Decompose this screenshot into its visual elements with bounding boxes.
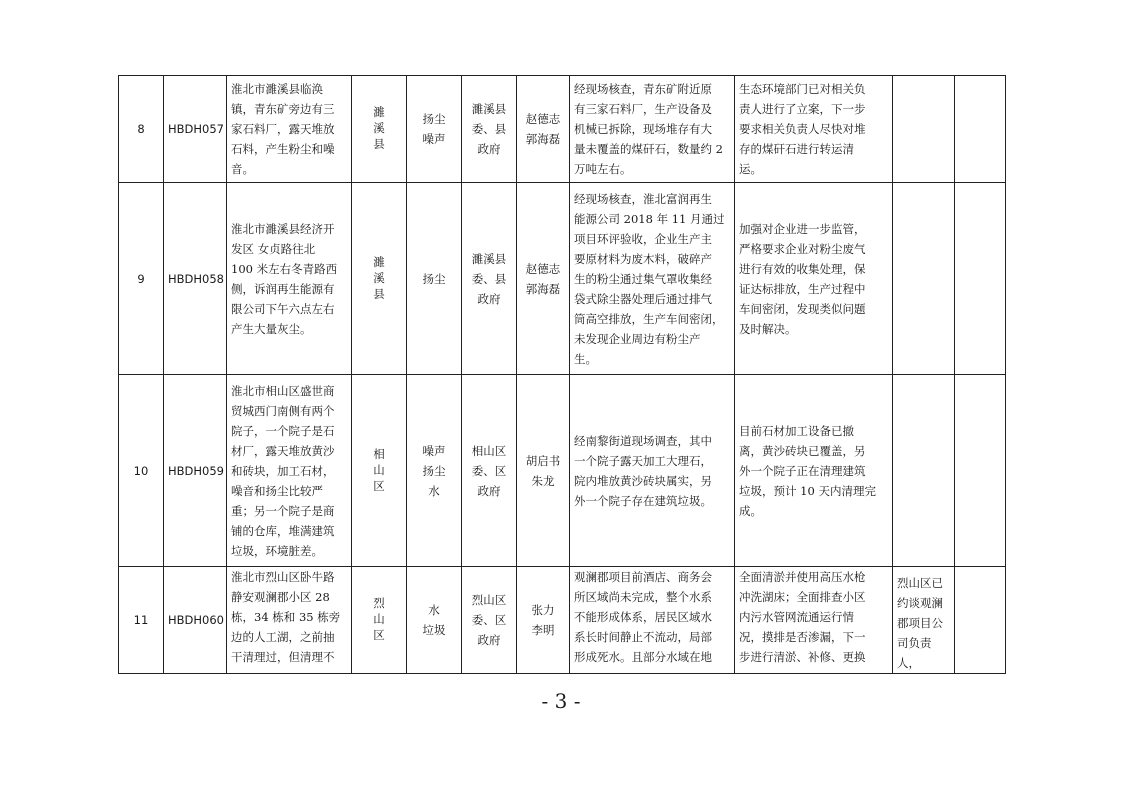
responsible-leaders: 赵德志 郭海磊 <box>517 76 570 183</box>
rectification-measures: 目前石材加工设备已撤 离，黄沙砖块已覆盖，另 外一个院子正在清理建筑 垃圾，预计 10 天内清理完 成。 <box>735 375 893 567</box>
pollution-type: 水 垃圾 <box>407 567 462 674</box>
region: 濉溪县 <box>373 105 385 151</box>
responsible-authority: 烈山区 委、区 政府 <box>462 567 517 674</box>
responsible-authority: 相山区 委、区 政府 <box>462 375 517 567</box>
case-code: HBDH057 <box>164 76 227 183</box>
responsible-leaders: 赵德志 郭海磊 <box>517 183 570 375</box>
pollution-type: 噪声 扬尘 水 <box>407 375 462 567</box>
table-row <box>119 375 1006 567</box>
remarks <box>955 183 1006 375</box>
accountability <box>893 76 955 183</box>
case-code: HBDH059 <box>164 375 227 567</box>
responsible-authority: 濉溪县 委、县 政府 <box>462 183 517 375</box>
case-code: HBDH058 <box>164 183 227 375</box>
remarks <box>955 375 1006 567</box>
region: 烈山区 <box>373 596 385 642</box>
remarks <box>955 567 1006 674</box>
remarks <box>955 76 1006 183</box>
page-number: - 3 - <box>541 689 581 713</box>
complaint-table <box>118 75 1006 674</box>
responsible-leaders: 张力 李明 <box>517 567 570 674</box>
complaint-content: 淮北市濉溪县经济开 发区 女贞路往北 100 米左右冬青路西 侧，诉润再生能源有 限公司下午六点左右 产生大量灰尘。 <box>227 183 352 375</box>
rectification-measures: 全面清淤并使用高压水枪 冲洗湖床；全面排查小区 内污水管网流通运行情 况，摸排是否渗漏，下一 步进行清淤、补修、更换 <box>735 567 893 674</box>
responsible-leaders: 胡启书 朱龙 <box>517 375 570 567</box>
accountability <box>893 183 955 375</box>
accountability <box>893 375 955 567</box>
complaint-content: 淮北市相山区盛世商 贸城西门南侧有两个 院子，一个院子是石 材厂，露天堆放黄沙 和砖块，加工石材， 噪音和扬尘比较严 重；另一个院子是商 铺的仓库，堆满建筑 垃圾，环境脏差。 <box>227 375 352 567</box>
row-number: 11 <box>119 567 164 674</box>
row-number: 10 <box>119 375 164 567</box>
investigation-result: 经南黎街道现场调查，其中 一个院子露天加工大理石， 院内堆放黄沙砖块属实，另 外一个院子存在建筑垃圾。 <box>570 375 735 567</box>
region: 濉溪县 <box>373 254 385 301</box>
case-code: HBDH060 <box>164 567 227 674</box>
complaint-content: 淮北市濉溪县临涣 镇，青东矿旁边有三 家石料厂，露天堆放 石料，产生粉尘和噪 音。 <box>227 76 352 183</box>
investigation-result: 经现场核查，青东矿附近原 有三家石料厂，生产设备及 机械已拆除，现场堆存有大 量未覆盖的煤矸石，数量约 2 万吨左右。 <box>570 76 735 183</box>
pollution-type: 扬尘 噪声 <box>407 76 462 183</box>
investigation-result: 经现场核查，淮北富润再生 能源公司 2018 年 11 月通过 项目环评验收，企业生产主 要原材料为废木料，破碎产 生的粉尘通过集气罩收集经 袋式除尘器处理后通过排气 筒高空排放，生产车间密闭， 未发现企业周边有粉尘产 生。 <box>570 183 735 375</box>
table-row <box>119 567 1006 674</box>
pollution-type: 扬尘 <box>407 183 462 375</box>
region: 相山区 <box>373 446 385 493</box>
accountability: 烈山区已 约谈观澜 郡项目公 司负责人， <box>893 567 955 674</box>
rectification-measures: 生态环境部门已对相关负 责人进行了立案，下一步 要求相关负责人尽快对堆 存的煤矸石进行转运清 运。 <box>735 76 893 183</box>
investigation-result: 观澜郡项目前酒店、商务会 所区域尚未完成，整个水系 不能形成体系，居民区域水 系长时间静止不流动，局部 形成死水。且部分水域在地 <box>570 567 735 674</box>
responsible-authority: 濉溪县 委、县 政府 <box>462 76 517 183</box>
row-number: 8 <box>119 76 164 183</box>
table-row <box>119 183 1006 375</box>
rectification-measures: 加强对企业进一步监管， 严格要求企业对粉尘废气 进行有效的收集处理，保 证达标排放，生产过程中 车间密闭，发现类似问题 及时解决。 <box>735 183 893 375</box>
row-number: 9 <box>119 183 164 375</box>
table-row <box>119 76 1006 183</box>
complaint-content: 淮北市烈山区卧牛路 静安观澜郡小区 28 栋，34 栋和 35 栋旁 边的人工湖，之前抽 干清理过，但清理不 <box>227 567 352 674</box>
